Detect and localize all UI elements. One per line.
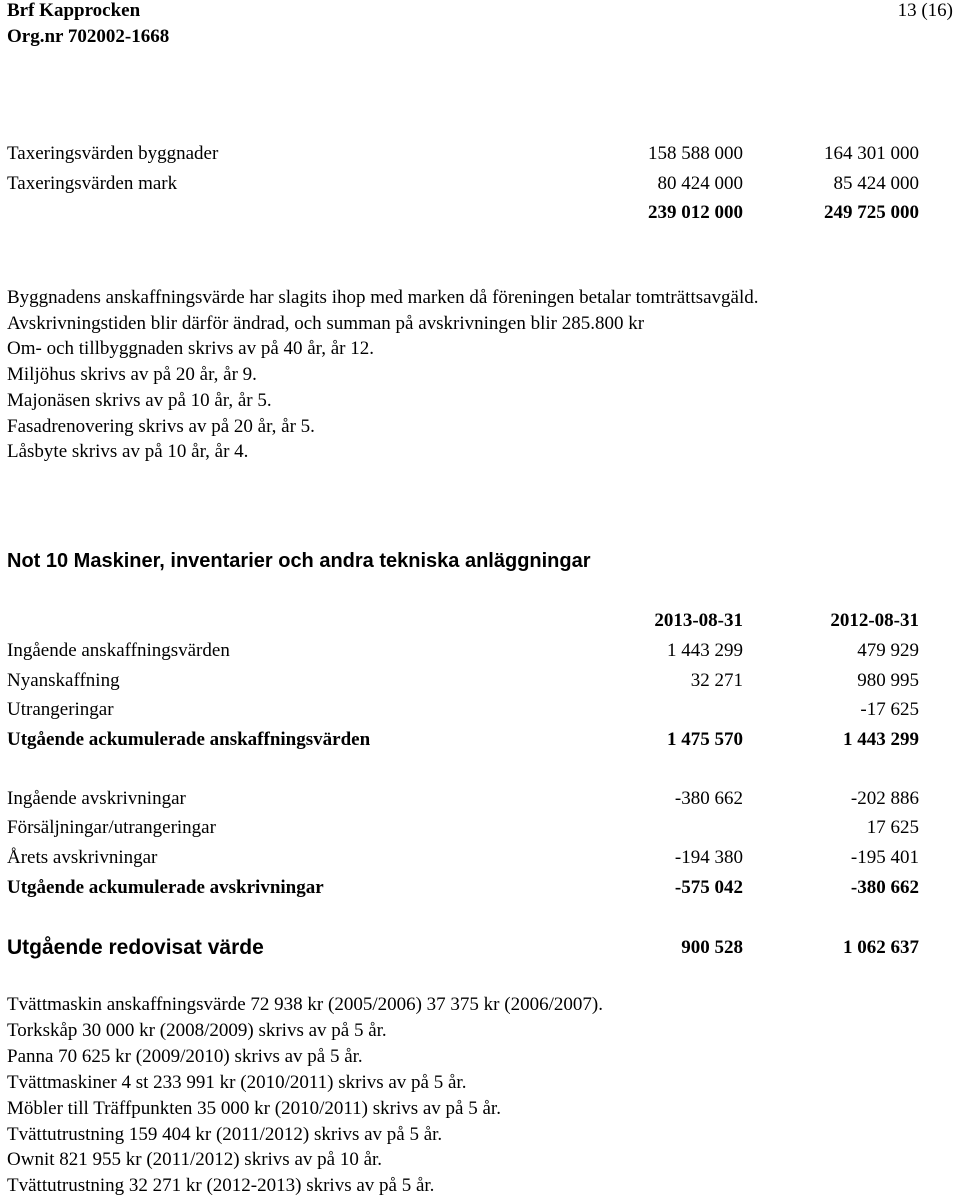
note-line: Ownit 821 955 kr (2011/2012) skrivs av på 10 år. <box>7 1149 383 1171</box>
text-line: Låsbyte skrivs av på 10 år, år 4. <box>7 441 249 463</box>
note-line: Tvättmaskin anskaffningsvärde 72 938 kr (2005/2006) 37 375 kr (2006/2007). <box>7 994 603 1015</box>
organization-number: Org.nr 702002-1668 <box>7 26 170 47</box>
row-label: Ingående avskrivningar <box>7 788 186 809</box>
note-line: Torkskåp 30 000 kr (2008/2009) skrivs av på 5 år. <box>7 1019 387 1041</box>
row-label: Ingående anskaffningsvärden <box>7 640 230 661</box>
row-label: Nyanskaffning <box>7 670 120 691</box>
note-10-heading: Not 10 Maskiner, inventarier och andra tekniska anläggningar <box>7 550 591 572</box>
table-row <box>7 844 919 872</box>
table-row-subtotal <box>7 726 919 754</box>
row-label: Utgående ackumulerade anskaffningsvärden <box>7 729 371 750</box>
note-line: Tvättutrustning 32 271 kr (2012-2013) skrivs av på 5 år. <box>7 1175 435 1197</box>
row-label: Försäljningar/utrangeringar <box>7 817 216 838</box>
value-previous: 479 929 <box>857 640 919 661</box>
value-current: 1 443 299 <box>667 640 743 661</box>
value-previous: 85 424 000 <box>833 173 919 194</box>
depreciation-text <box>7 285 759 465</box>
total-previous: 249 725 000 <box>824 202 919 223</box>
row-label: Taxeringsvärden byggnader <box>7 143 219 164</box>
value-previous: -195 401 <box>850 847 919 868</box>
row-label: Årets avskrivningar <box>7 847 158 868</box>
total-previous: 1 062 637 <box>843 937 919 958</box>
value-previous: 980 995 <box>857 670 919 691</box>
value-current: -575 042 <box>674 877 743 898</box>
value-current: 158 588 000 <box>648 143 743 164</box>
table-header-row <box>7 607 919 635</box>
column-header-current: 2013-08-31 <box>654 610 743 631</box>
value-previous: 17 625 <box>866 817 919 838</box>
value-current: 1 475 570 <box>667 729 743 750</box>
row-label: Utgående redovisat värde <box>7 936 264 959</box>
row-label: Taxeringsvärden mark <box>7 173 178 194</box>
asset-notes <box>7 992 603 1199</box>
table-row <box>7 814 919 842</box>
value-previous: -202 886 <box>850 788 919 809</box>
row-label: Utgående ackumulerade avskrivningar <box>7 877 324 898</box>
table-row-subtotal <box>7 874 919 902</box>
table-row <box>7 696 919 724</box>
book-value-total-row <box>7 933 919 963</box>
text-line: Majonäsen skrivs av på 10 år, år 5. <box>7 389 272 411</box>
value-previous: 164 301 000 <box>824 143 919 164</box>
note-line: Tvättmaskiner 4 st 233 991 kr (2010/2011) skrivs av på 5 år. <box>7 1071 467 1093</box>
value-current: -194 380 <box>674 847 743 868</box>
value-current: -380 662 <box>674 788 743 809</box>
tax-values-total-row <box>7 199 919 227</box>
text-line: Fasadrenovering skrivs av på 20 år, år 5. <box>7 415 315 437</box>
value-current: 32 271 <box>690 670 743 691</box>
table-row <box>7 785 919 813</box>
total-current: 239 012 000 <box>648 202 743 223</box>
table-row <box>7 667 919 695</box>
row-label: Utrangeringar <box>7 699 114 720</box>
organization-name: Brf Kapprocken <box>7 0 141 21</box>
value-previous: -380 662 <box>850 877 919 898</box>
note-line: Tvättutrustning 159 404 kr (2011/2012) skrivs av på 5 år. <box>7 1123 443 1145</box>
value-current: 80 424 000 <box>657 173 743 194</box>
text-line: Byggnadens anskaffningsvärde har slagits ihop med marken då föreningen betalar tomträttsavgäld. <box>7 287 759 308</box>
note-line: Panna 70 625 kr (2009/2010) skrivs av på 5 år. <box>7 1045 363 1067</box>
total-current: 900 528 <box>681 937 743 958</box>
page-number: 13 (16) <box>897 0 953 21</box>
text-line: Miljöhus skrivs av på 20 år, år 9. <box>7 364 257 386</box>
table-row <box>7 637 919 665</box>
value-previous: -17 625 <box>860 699 919 720</box>
value-previous: 1 443 299 <box>843 729 919 750</box>
text-line: Avskrivningstiden blir därför ändrad, och summan på avskrivningen blir 285.800 kr <box>7 312 645 334</box>
table-row <box>7 140 919 168</box>
note-line: Möbler till Träffpunkten 35 000 kr (2010/2011) skrivs av på 5 år. <box>7 1097 501 1119</box>
column-header-previous: 2012-08-31 <box>830 610 919 631</box>
text-line: Om- och tillbyggnaden skrivs av på 40 år, år 12. <box>7 338 375 360</box>
table-row <box>7 170 919 198</box>
